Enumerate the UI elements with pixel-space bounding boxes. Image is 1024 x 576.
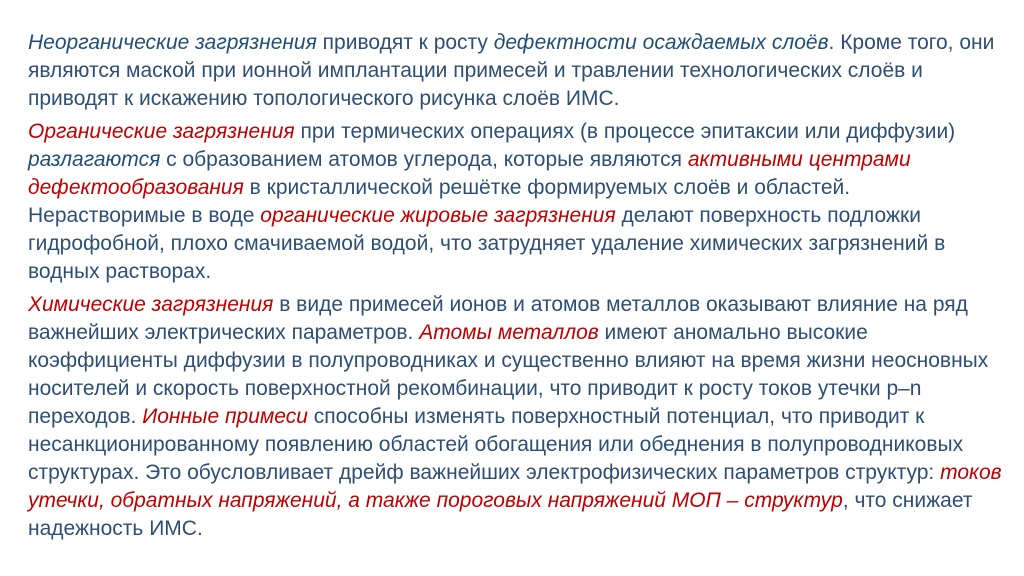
slide-body [28, 29, 1003, 548]
text-segment: имеют аномально высокие коэффициенты диффузии в полупроводниках и существенно влияют на время жизни неосновных носителей и скорость поверхностной рекомбинации, что приводит к росту токов утечки р–n переходов. [28, 321, 989, 428]
paragraph-inorganic [28, 29, 1003, 113]
term-ionic-impurities: Ионные примеси [142, 405, 308, 428]
term-inorganic-contamination: Неорганические загрязнения [28, 31, 317, 54]
term-chemical-contamination: Химические загрязнения [28, 293, 274, 316]
paragraph-organic [28, 118, 1003, 286]
paragraph-chemical [28, 291, 1003, 543]
text-segment: , что снижает надежность ИМС. [28, 489, 973, 540]
text-segment: способны изменять поверхностный потенциал, что приводит к несанкционированному появлению областей обогащения или обеднения в полупроводниковых структурах. Это обусловливает дрейф важнейших электрофизических параметров структур: [28, 405, 964, 484]
text-segment: приводят к росту [316, 31, 494, 54]
text-segment: в кристаллической решётке формируемых слоёв и областей. Нерастворимые в воде [28, 176, 851, 227]
term-parameters-list: токов утечки, обратных напряжений, а также пороговых напряжений МОП – структур [28, 461, 1002, 512]
term-fat-contamination: органические жировые загрязнения [260, 204, 616, 227]
text-segment: . Кроме того, они являются маской при ионной имплантации примесей и травлении технологических слоёв и приводят к искажению топологического рисунка слоёв ИМС. [28, 31, 995, 110]
text-segment: при термических операциях (в процессе эпитаксии или диффузии) [294, 120, 956, 143]
term-organic-contamination: Органические загрязнения [28, 120, 295, 143]
text-segment: с образованием атомов углерода, которые являются [160, 148, 688, 171]
term-decompose: разлагаются [28, 148, 161, 171]
term-metal-atoms: Атомы металлов [419, 321, 599, 344]
text-segment: в виде примесей ионов и атомов металлов оказывают влияние на ряд важнейших электрических параметров. [28, 293, 968, 344]
term-layer-defects: дефектности осаждаемых слоёв [493, 31, 829, 54]
text-segment: делают поверхность подложки гидрофобной, плохо смачиваемой водой, что затрудняет удаление химических загрязнений в водных растворах. [28, 204, 946, 283]
term-defect-centers: активными центрами дефектообразования [28, 148, 911, 199]
